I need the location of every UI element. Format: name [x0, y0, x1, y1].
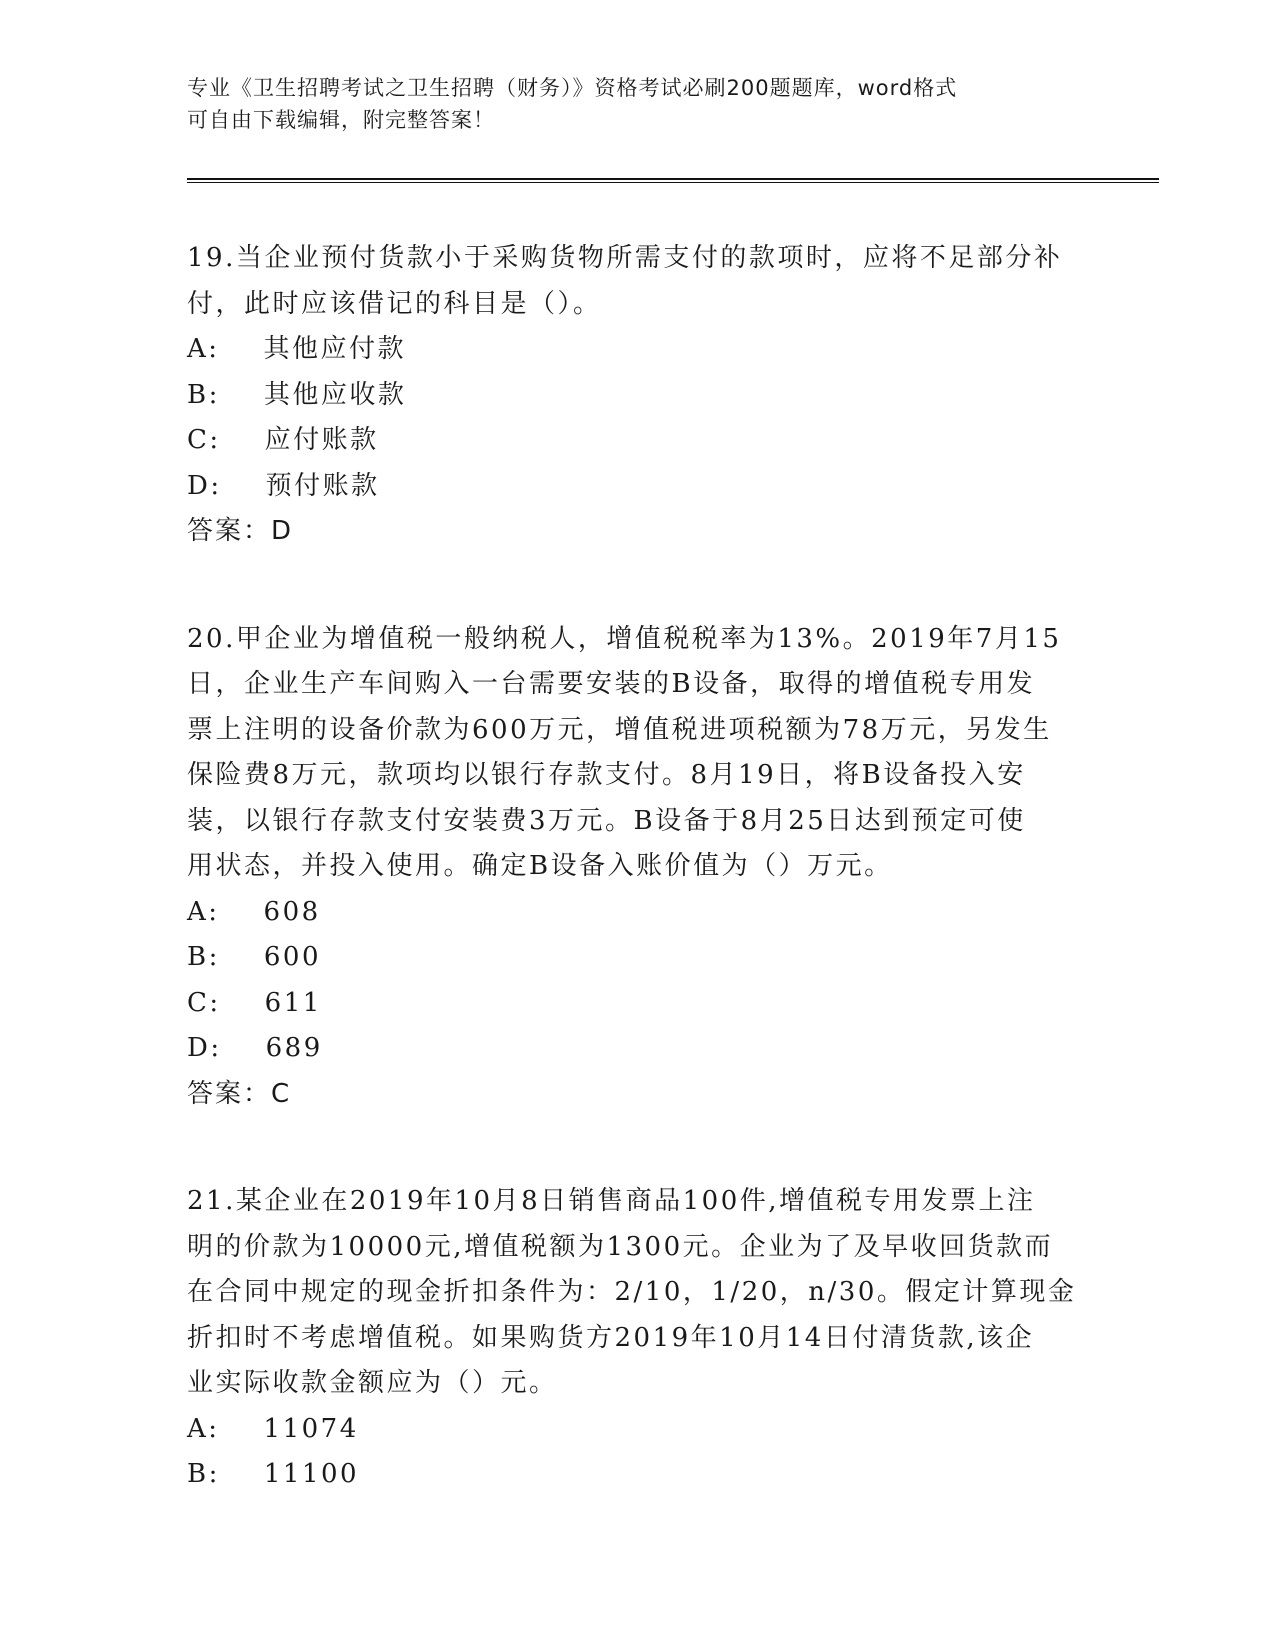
option-text: 11074: [263, 1413, 359, 1444]
question-20: [187, 617, 1087, 1118]
option-d: [187, 464, 1087, 510]
question-list: [187, 236, 1087, 1498]
question-text-line: 明的价款为10000元,增值税额为1300元。企业为了及早收回货款而: [187, 1231, 1054, 1262]
option-letter: A:: [187, 896, 220, 927]
question-text-line: 折扣时不考虑增值税。如果购货方2019年10月14日付清货款,该企: [187, 1322, 1035, 1353]
question-text-line: 日，企业生产车间购入一台需要安装的B设备，取得的增值税专用发: [187, 669, 1036, 699]
option-letter: A:: [187, 1413, 220, 1444]
option-letter: B:: [187, 1459, 220, 1489]
option-a: [187, 890, 1087, 936]
option-c: [187, 981, 1087, 1027]
question-text-line: 用状态，并投入使用。确定B设备入账价值为（）万元。: [187, 851, 893, 881]
header-line-1: 专业《卫生招聘考试之卫生招聘（财务）》资格考试必刷200题题库，word格式: [187, 76, 958, 100]
option-b: [187, 935, 1087, 981]
question-text-line: 21.某企业在2019年10月8日销售商品100件,增值税专用发票上注: [187, 1186, 1036, 1216]
option-text: 611: [264, 987, 322, 1018]
option-text: 预付账款: [265, 470, 380, 501]
option-text: 689: [265, 1033, 323, 1063]
option-letter: D:: [187, 1033, 222, 1063]
option-letter: A:: [187, 334, 220, 364]
option-text: 11100: [263, 1459, 360, 1489]
question-text-line: 业实际收款金额应为（）元。: [187, 1368, 558, 1398]
option-text: 608: [263, 896, 321, 927]
option-letter: D:: [187, 470, 222, 501]
question-text-line: 在合同中规定的现金折扣条件为：2/10，1/20，n/30。假定计算现金: [187, 1277, 1077, 1307]
header-divider: [187, 178, 1159, 180]
option-text: 其他应收款: [263, 379, 407, 410]
question-text-line: 保险费8万元，款项均以银行存款支付。8月19日，将B设备投入安: [187, 760, 1026, 790]
option-d: [187, 1026, 1087, 1072]
question-text-line: 装，以银行存款支付安装费3万元。B设备于8月25日达到预定可使: [187, 805, 1026, 836]
option-a: [187, 327, 1087, 373]
question-21: [187, 1179, 1087, 1498]
option-b: [187, 1452, 1087, 1498]
option-a: [187, 1407, 1087, 1453]
option-letter: B:: [187, 379, 220, 410]
question-19: [187, 236, 1087, 555]
option-c: [187, 418, 1087, 464]
option-text: 应付账款: [264, 425, 379, 455]
option-text: 600: [263, 942, 322, 972]
option-letter: B:: [187, 942, 220, 972]
answer-line: 答案：C: [187, 1078, 292, 1109]
header-line-2: 可自由下载编辑，附完整答案！: [187, 108, 495, 132]
question-text-line: 20.甲企业为增值税一般纳税人，增值税税率为13%。2019年7月15: [187, 623, 1062, 654]
option-text: 其他应付款: [263, 334, 407, 364]
option-letter: C:: [187, 425, 221, 455]
option-b: [187, 373, 1087, 419]
question-text-line: 19.当企业预付货款小于采购货物所需支付的款项时，应将不足部分补: [187, 243, 1063, 273]
header-divider-thin: [187, 182, 1159, 183]
answer-line: 答案：D: [187, 516, 294, 546]
document-header: [187, 72, 1087, 136]
option-letter: C:: [187, 987, 221, 1018]
question-text-line: 付，此时应该借记的科目是（）。: [187, 288, 602, 319]
question-text-line: 票上注明的设备价款为600万元，增值税进项税额为78万元，另发生: [187, 714, 1052, 745]
